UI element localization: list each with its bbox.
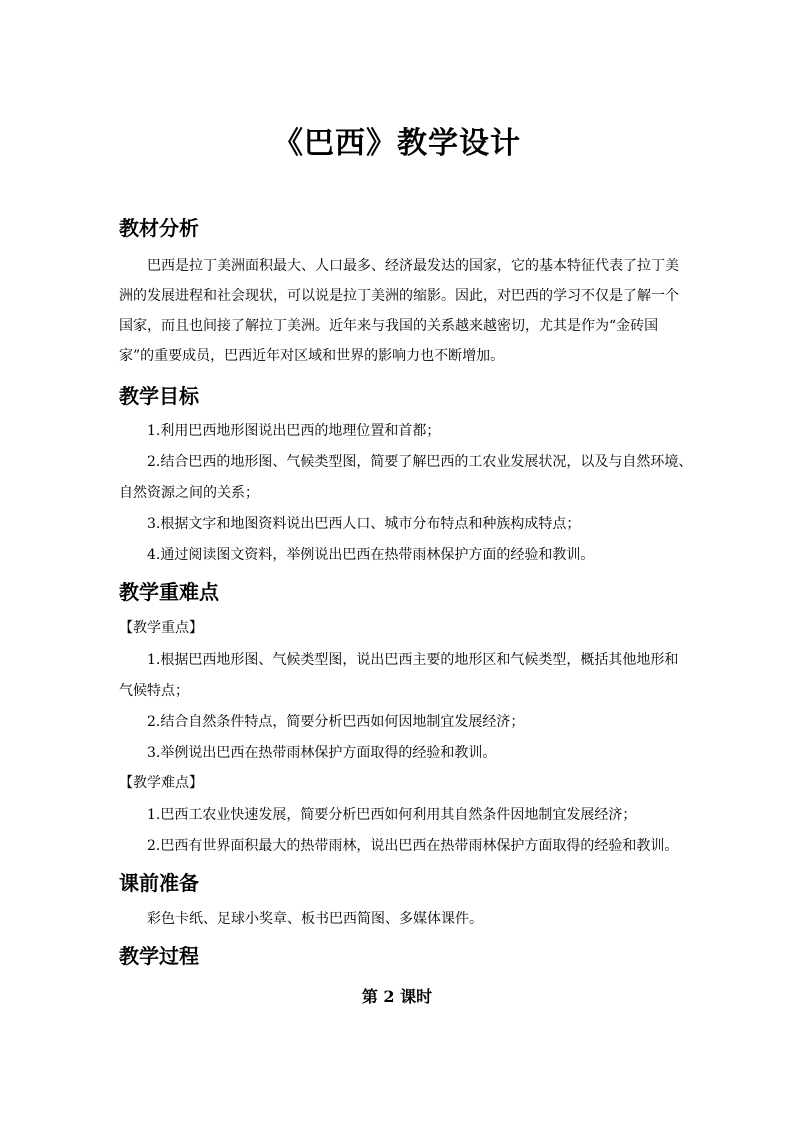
- heading-analysis: 教材分析: [119, 216, 199, 240]
- objective-item: 1.利用巴西地形图说出巴西的地理位置和首都；: [147, 423, 441, 439]
- period-label: 第 2 课时: [361, 987, 433, 1006]
- document-title: 《巴西》教学设计: [273, 126, 521, 161]
- difficulty-item: 1.巴西工农业快速发展，简要分析巴西如何利用其自然条件因地制宜发展经济；: [147, 807, 637, 823]
- heading-objectives: 教学目标: [119, 384, 199, 408]
- focus-item-continuation: 气候特点；: [119, 683, 189, 699]
- objective-item-continuation: 自然资源之间的关系；: [119, 485, 259, 501]
- difficulty-item: 2.巴西有世界面积最大的热带雨林，说出巴西在热带雨林保护方面取得的经验和教训。: [147, 838, 679, 854]
- focus-label: 【教学重点】: [119, 620, 203, 636]
- difficulty-label: 【教学难点】: [119, 775, 203, 791]
- objective-item: 3.根据文字和地图资料说出巴西人口、城市分布特点和种族构成特点；: [147, 516, 581, 532]
- focus-item: 1.根据巴西地形图、气候类型图，说出巴西主要的地形区和气候类型，概括其他地形和: [147, 652, 679, 668]
- heading-process: 教学过程: [119, 944, 199, 968]
- objective-item: 4.通过阅读图文资料，举例说出巴西在热带雨林保护方面的经验和教训。: [147, 547, 595, 563]
- analysis-paragraph: 巴西是拉丁美洲面积最大、人口最多、经济最发达的国家，它的基本特征代表了拉丁美洲的发展进程和社会现状，可以说是拉丁美洲的缩影。因此，对巴西的学习不仅是了解一个国家，而且也间接了解拉丁美洲。近年来与我国的关系越来越密切，尤其是作为“金砖国家”的重要成员，巴西近年对区域和世界的影响力也不断增加。: [119, 258, 679, 364]
- heading-preparation: 课前准备: [119, 871, 199, 895]
- heading-key-points: 教学重难点: [119, 580, 219, 604]
- focus-item: 3.举例说出巴西在热带雨林保护方面取得的经验和教训。: [147, 745, 497, 761]
- objective-item: 2.结合巴西的地形图、气候类型图，简要了解巴西的工农业发展状况，以及与自然环境、: [147, 454, 693, 470]
- focus-item: 2.结合自然条件特点，简要分析巴西如何因地制宜发展经济；: [147, 714, 525, 730]
- preparation-text: 彩色卡纸、足球小奖章、板书巴西简图、多媒体课件。: [147, 911, 483, 927]
